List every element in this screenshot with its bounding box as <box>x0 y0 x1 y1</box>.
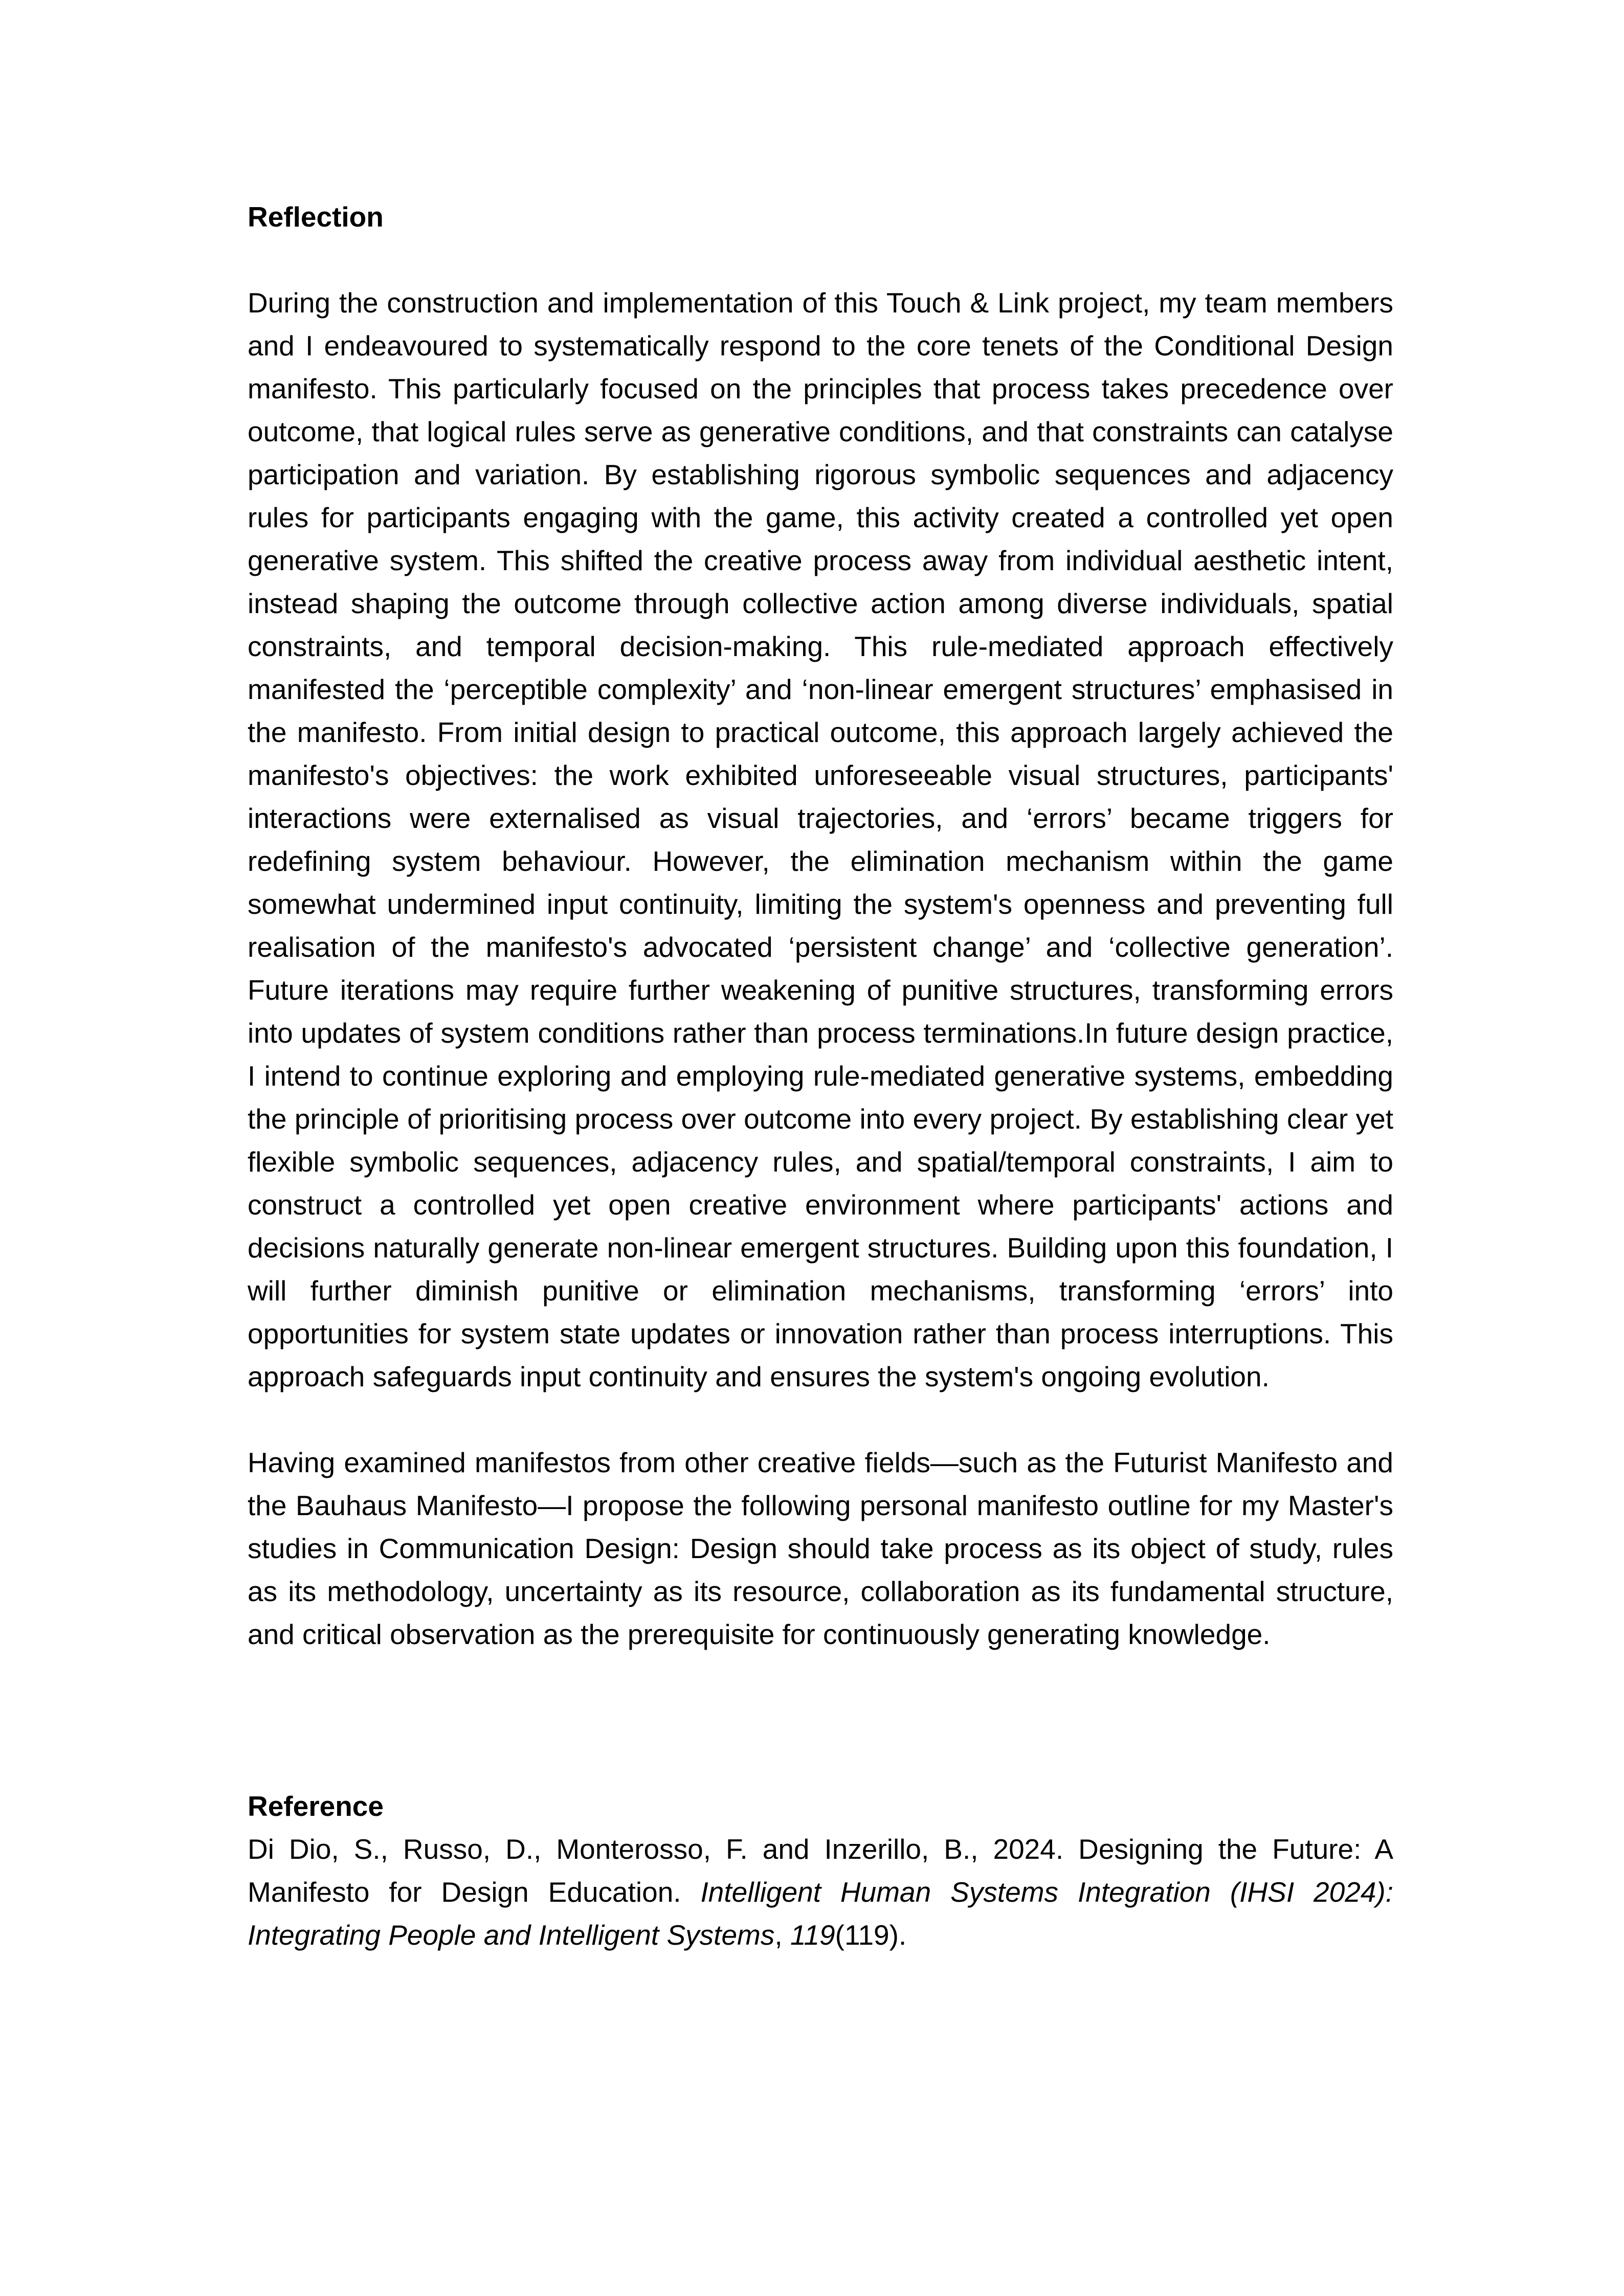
reference-issue: (119). <box>835 1919 907 1951</box>
spacer <box>248 238 1393 281</box>
reflection-heading: Reflection <box>248 201 384 233</box>
reflection-paragraph-1: During the construction and implementation of this Touch & Link project, my team members and I endeavoured to systematically respond to the core tenets of the Conditional Design manifesto. This particularly focused on the principles that process takes precedence over outcome, that logical rules serve as generative conditions, and that constraints can catalyse participation and variation. By establishing rigorous symbolic sequences and adjacency rules for participants engaging with the game, this activity created a controlled yet open generative system. This shifted the creative process away from individual aesthetic intent, instead shaping the outcome through collective action among diverse individuals, spatial constraints, and temporal decision-making. This rule-mediated approach effectively manifested the ‘perceptible complexity’ and ‘non-linear emergent structures’ emphasised in the manifesto. From initial design to practical outcome, this approach largely achieved the manifesto's objectives: the work exhibited unforeseeable visual structures, participants' interactions were externalised as visual trajectories, and ‘errors’ became triggers for redefining system behaviour. However, the elimination mechanism within the game somewhat undermined input continuity, limiting the system's openness and preventing full realisation of the manifesto's advocated ‘persistent change’ and ‘collective generation’. Future iterations may require further weakening of punitive structures, transforming errors into updates of system conditions rather than process terminations.In future design practice, I intend to continue exploring and employing rule-mediated generative systems, embedding the principle of prioritising process over outcome into every project. By establishing clear yet flexible symbolic sequences, adjacency rules, and spatial/temporal constraints, I aim to construct a controlled yet open creative environment where participants' actions and decisions naturally generate non-linear emergent structures. Building upon this foundation, I will further diminish punitive or elimination mechanisms, transforming ‘errors’ into opportunities for system state updates or innovation rather than process interruptions. This approach safeguards input continuity and ensures the system's ongoing evolution. <box>248 287 1393 1392</box>
reference-volume: 119 <box>790 1919 835 1951</box>
reference-source: Intelligent Human Systems Integration (IHSI 2024): Integrating People and Intelligent Systems <box>248 1876 1393 1951</box>
spacer <box>248 1656 1393 1785</box>
reference-authors: Di Dio, S., Russo, D., Monterosso, F. and Inzerillo, B., 2024. Designing the Future: A Manifesto for Design Education. <box>248 1833 1393 1908</box>
reference-heading: Reference <box>248 1790 384 1822</box>
reference-entry <box>248 1828 1393 1956</box>
reflection-paragraph-2: Having examined manifestos from other creative fields—such as the Futurist Manifesto and the Bauhaus Manifesto—I propose the following personal manifesto outline for my Master's studies in Communication Design: Design should take process as its object of study, rules as its methodology, uncertainty as its resource, collaboration as its fundamental structure, and critical observation as the prerequisite for continuously generating knowledge. <box>248 1447 1393 1650</box>
document-content <box>248 195 1393 1956</box>
spacer <box>248 1398 1393 1441</box>
reference-separator: , <box>774 1919 790 1951</box>
